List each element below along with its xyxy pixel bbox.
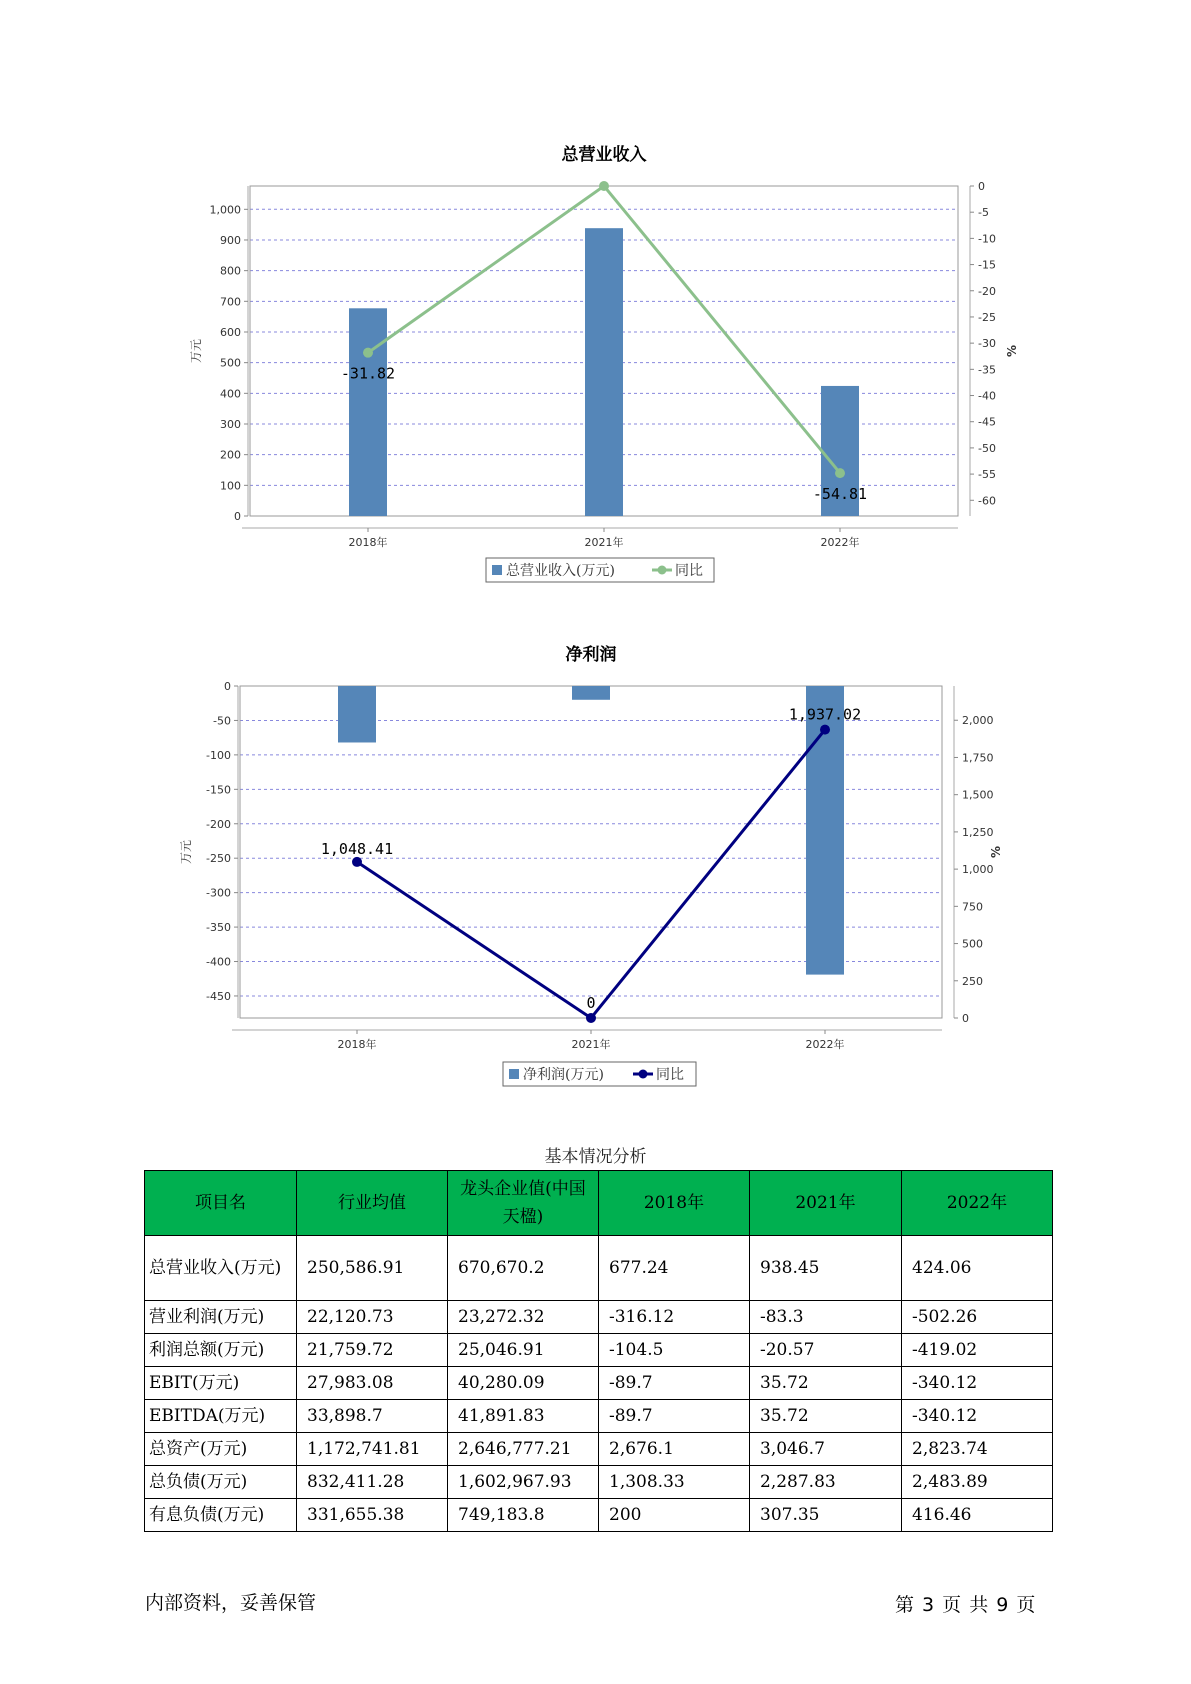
legend-bar-swatch bbox=[509, 1069, 519, 1079]
net-profit-chart-title: 净利润 bbox=[565, 645, 617, 665]
table-cell: 1,602,967.93 bbox=[448, 1466, 599, 1499]
left-axis-tick-label: -400 bbox=[206, 955, 231, 969]
right-axis-tick-label: 1,750 bbox=[962, 751, 994, 765]
table-row bbox=[145, 1499, 1053, 1532]
right-axis-tick-label: 0 bbox=[962, 1012, 969, 1025]
x-axis-tick-label: 2022年 bbox=[820, 536, 860, 549]
table-cell: -104.5 bbox=[599, 1334, 750, 1367]
legend-bar-label: 净利润(万元) bbox=[523, 1067, 604, 1083]
table-row-label: 利润总额(万元) bbox=[145, 1334, 297, 1367]
yoy-point-1 bbox=[363, 348, 373, 358]
table-cell: 3,046.7 bbox=[750, 1433, 902, 1466]
revenue-chart bbox=[0, 130, 1191, 600]
bar-2 bbox=[585, 228, 623, 516]
right-axis-tick-label: 0 bbox=[978, 180, 985, 193]
left-axis-tick-label: 400 bbox=[220, 387, 241, 401]
table-cell: 23,272.32 bbox=[448, 1301, 599, 1334]
left-axis-tick-label: 300 bbox=[220, 417, 241, 431]
table-title: 基本情况分析 bbox=[544, 1147, 647, 1167]
table-row bbox=[145, 1400, 1053, 1433]
table-cell: 2,287.83 bbox=[750, 1466, 902, 1499]
table-cell: 25,046.91 bbox=[448, 1334, 599, 1367]
right-axis-tick-label: 2,000 bbox=[962, 714, 994, 728]
summary-table bbox=[144, 1170, 1053, 1532]
table-row bbox=[145, 1236, 1053, 1301]
table-cell: 2,646,777.21 bbox=[448, 1433, 599, 1466]
right-axis-tick-label: -15 bbox=[978, 258, 996, 272]
right-axis-tick-label: 1,500 bbox=[962, 788, 994, 802]
table-cell: -502.26 bbox=[902, 1301, 1053, 1334]
x-axis-tick-label: 2022年 bbox=[805, 1038, 845, 1051]
left-axis-tick-label: -350 bbox=[206, 921, 231, 935]
table-row-label: 营业利润(万元) bbox=[145, 1301, 297, 1334]
footer-page-number: 第 3 页 共 9 页 bbox=[895, 1594, 1036, 1616]
data-label: 0 bbox=[586, 994, 596, 1012]
data-label: 1,937.02 bbox=[788, 705, 862, 724]
right-axis-tick-label: 1,250 bbox=[962, 825, 994, 839]
table-cell: 41,891.83 bbox=[448, 1400, 599, 1433]
table-cell: 1,308.33 bbox=[599, 1466, 750, 1499]
net-profit-chart bbox=[0, 632, 1191, 1102]
right-axis-tick-label: -25 bbox=[978, 310, 996, 324]
left-axis-tick-label: 600 bbox=[220, 325, 241, 339]
net-profit-chart-svg bbox=[0, 632, 1191, 1102]
yoy-line bbox=[357, 730, 825, 1018]
table-row bbox=[145, 1301, 1053, 1334]
table-cell: -20.57 bbox=[750, 1334, 902, 1367]
data-label: 1,048.41 bbox=[320, 839, 394, 858]
left-axis-tick-label: 700 bbox=[220, 295, 241, 309]
footer-confidential-note: 内部资料，妥善保管 bbox=[145, 1592, 317, 1614]
table-cell: 1,172,741.81 bbox=[297, 1433, 448, 1466]
x-axis-tick-label: 2021年 bbox=[584, 536, 624, 549]
revenue-chart-svg bbox=[0, 130, 1191, 600]
table-cell: -89.7 bbox=[599, 1400, 750, 1433]
table-cell: 250,586.91 bbox=[297, 1236, 448, 1301]
left-axis-tick-label: -50 bbox=[213, 714, 231, 728]
table-row bbox=[145, 1466, 1053, 1499]
table-cell: 27,983.08 bbox=[297, 1367, 448, 1400]
table-cell: 677.24 bbox=[599, 1236, 750, 1301]
yoy-point-2 bbox=[599, 181, 609, 191]
table-row bbox=[145, 1367, 1053, 1400]
data-label: -54.81 bbox=[812, 485, 868, 504]
x-axis-tick-label: 2018年 bbox=[348, 536, 388, 549]
table-cell: 35.72 bbox=[750, 1367, 902, 1400]
yoy-point-2 bbox=[586, 1013, 596, 1023]
left-axis-tick-label: 800 bbox=[220, 264, 241, 278]
table-cell: 2,823.74 bbox=[902, 1433, 1053, 1466]
table-header-cell: 龙头企业值(中国天楹) bbox=[448, 1171, 599, 1236]
right-axis-tick-label: 250 bbox=[962, 974, 983, 988]
table-cell: -83.3 bbox=[750, 1301, 902, 1334]
table-row-label: EBIT(万元) bbox=[145, 1367, 297, 1400]
table-cell: 33,898.7 bbox=[297, 1400, 448, 1433]
legend-bar-label: 总营业收入(万元) bbox=[506, 563, 615, 579]
right-axis-tick-label: 500 bbox=[962, 937, 983, 951]
right-axis-tick-label: -45 bbox=[978, 415, 996, 429]
table-row bbox=[145, 1334, 1053, 1367]
right-axis-tick-label: -10 bbox=[978, 232, 996, 246]
x-axis-tick-label: 2021年 bbox=[571, 1038, 611, 1051]
table-cell: 35.72 bbox=[750, 1400, 902, 1433]
right-axis-title: % bbox=[1005, 344, 1019, 358]
right-axis-title: % bbox=[989, 845, 1003, 859]
table-cell: 40,280.09 bbox=[448, 1367, 599, 1400]
table-row-label: 总资产(万元) bbox=[145, 1433, 297, 1466]
table-cell: -419.02 bbox=[902, 1334, 1053, 1367]
right-axis-tick-label: -60 bbox=[978, 494, 996, 508]
bar-2 bbox=[572, 686, 610, 700]
table-cell: 22,120.73 bbox=[297, 1301, 448, 1334]
table-cell: 200 bbox=[599, 1499, 750, 1532]
right-axis-tick-label: -5 bbox=[978, 206, 989, 220]
table-row-label: 总营业收入(万元) bbox=[145, 1236, 297, 1301]
left-axis-tick-label: -200 bbox=[206, 817, 231, 831]
right-axis-tick-label: 1,000 bbox=[962, 863, 994, 877]
table-cell: 416.46 bbox=[902, 1499, 1053, 1532]
table-header-cell: 2022年 bbox=[902, 1171, 1053, 1236]
yoy-point-3 bbox=[820, 725, 830, 735]
left-axis-tick-label: -150 bbox=[206, 783, 231, 797]
legend-line-marker bbox=[658, 566, 667, 575]
left-axis-tick-label: -450 bbox=[206, 989, 231, 1003]
table-cell: 670,670.2 bbox=[448, 1236, 599, 1301]
right-axis-tick-label: -40 bbox=[978, 389, 996, 403]
left-axis-tick-label: -300 bbox=[206, 886, 231, 900]
revenue-chart-title: 总营业收入 bbox=[561, 145, 647, 165]
table-cell: -316.12 bbox=[599, 1301, 750, 1334]
table-cell: -340.12 bbox=[902, 1367, 1053, 1400]
table-row-label: 总负债(万元) bbox=[145, 1466, 297, 1499]
legend-line-label: 同比 bbox=[656, 1067, 684, 1083]
left-axis-tick-label: 500 bbox=[220, 356, 241, 370]
table-cell: 331,655.38 bbox=[297, 1499, 448, 1532]
left-axis-title: 万元 bbox=[179, 839, 193, 865]
table-header-cell: 行业均值 bbox=[297, 1171, 448, 1236]
table-cell: 424.06 bbox=[902, 1236, 1053, 1301]
table-cell: 749,183.8 bbox=[448, 1499, 599, 1532]
legend-line-label: 同比 bbox=[675, 563, 703, 579]
left-axis-tick-label: 1,000 bbox=[209, 203, 241, 217]
table-row bbox=[145, 1433, 1053, 1466]
bar-1 bbox=[338, 686, 376, 742]
right-axis-tick-label: -35 bbox=[978, 363, 996, 377]
table-cell: -89.7 bbox=[599, 1367, 750, 1400]
left-axis-tick-label: 0 bbox=[234, 510, 241, 523]
x-axis-tick-label: 2018年 bbox=[337, 1038, 377, 1051]
right-axis-tick-label: 750 bbox=[962, 900, 983, 914]
left-axis-title: 万元 bbox=[189, 338, 203, 364]
table-body bbox=[145, 1236, 1053, 1532]
left-axis-tick-label: 100 bbox=[220, 479, 241, 493]
table-cell: -340.12 bbox=[902, 1400, 1053, 1433]
right-axis-tick-label: -30 bbox=[978, 337, 996, 351]
left-axis-tick-label: -100 bbox=[206, 748, 231, 762]
table-header-cell: 2021年 bbox=[750, 1171, 902, 1236]
table-cell: 832,411.28 bbox=[297, 1466, 448, 1499]
left-axis-tick-label: 200 bbox=[220, 448, 241, 462]
table-cell: 938.45 bbox=[750, 1236, 902, 1301]
table-cell: 2,483.89 bbox=[902, 1466, 1053, 1499]
table-header-cell: 项目名 bbox=[145, 1171, 297, 1236]
table-header-cell: 2018年 bbox=[599, 1171, 750, 1236]
right-axis-tick-label: -50 bbox=[978, 441, 996, 455]
table-row-label: 有息负债(万元) bbox=[145, 1499, 297, 1532]
table-row-label: EBITDA(万元) bbox=[145, 1400, 297, 1433]
left-axis-tick-label: 900 bbox=[220, 233, 241, 247]
bar-1 bbox=[349, 308, 387, 516]
data-label: -31.82 bbox=[340, 364, 396, 383]
right-axis-tick-label: -55 bbox=[978, 468, 996, 482]
table-cell: 21,759.72 bbox=[297, 1334, 448, 1367]
yoy-point-1 bbox=[352, 857, 362, 867]
yoy-point-3 bbox=[835, 468, 845, 478]
right-axis-tick-label: -20 bbox=[978, 284, 996, 298]
table-cell: 307.35 bbox=[750, 1499, 902, 1532]
left-axis-tick-label: 0 bbox=[224, 680, 231, 693]
legend-line-marker bbox=[639, 1070, 648, 1079]
left-axis-tick-label: -250 bbox=[206, 852, 231, 866]
legend-bar-swatch bbox=[492, 565, 502, 575]
table-cell: 2,676.1 bbox=[599, 1433, 750, 1466]
table-header-row bbox=[145, 1171, 1053, 1236]
